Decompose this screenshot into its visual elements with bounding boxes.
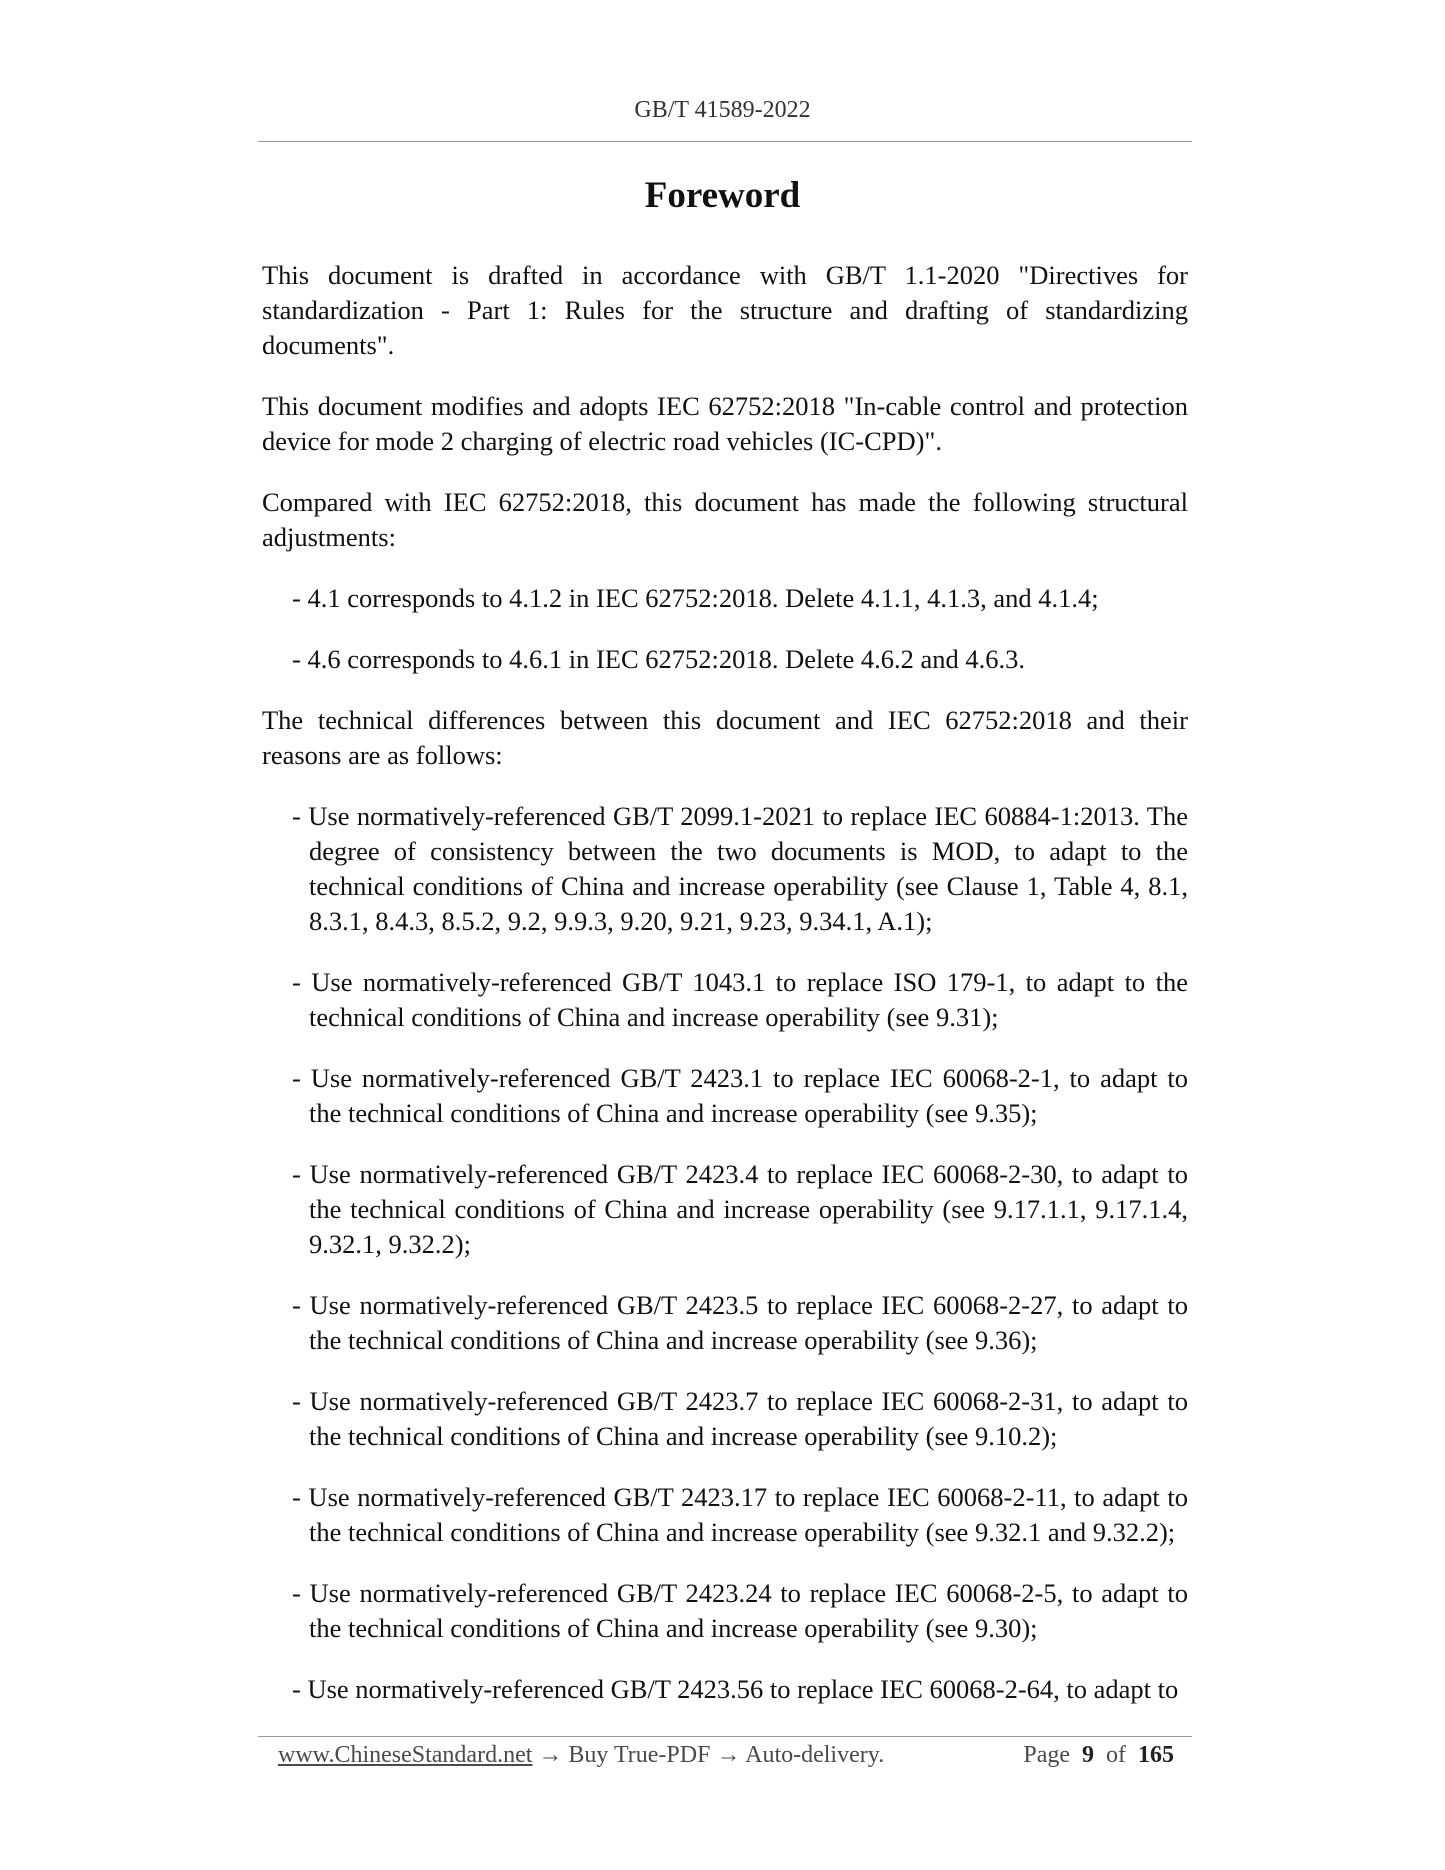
page-label: Page: [1023, 1742, 1070, 1768]
website-link[interactable]: www.ChineseStandard.net: [278, 1742, 533, 1768]
list-item: - Use normatively-referenced GB/T 2423.7 to replace IEC 60068-2-31, to adapt to the technical conditions of China and increase operability (see 9.10.2);: [292, 1386, 1188, 1451]
document-code: GB/T 41589-2022: [634, 97, 811, 123]
document-body: [262, 258, 1188, 1733]
page-total: 165: [1138, 1742, 1174, 1768]
page-indicator: [1023, 1740, 1174, 1770]
paragraph-technical-intro: The technical differences between this document and IEC 62752:2018 and their reasons are as follows:: [262, 705, 1188, 770]
list-item: - 4.1 corresponds to 4.1.2 in IEC 62752:2018. Delete 4.1.1, 4.1.3, and 4.1.4;: [292, 583, 1099, 613]
list-item: - Use normatively-referenced GB/T 2099.1-2021 to replace IEC 60884-1:2013. The degree of consistency between the two documents is MOD, to adapt to the technical conditions of China and increase operability (see Clause 1, Table 4, 8.1, 8.3.1, 8.4.3, 8.5.2, 9.2, 9.9.3, 9.20, 9.21, 9.23, 9.34.1, A.1);: [292, 801, 1188, 936]
footer-promo: [278, 1740, 884, 1770]
paragraph-adoption: This document modifies and adopts IEC 62752:2018 "In-cable control and protection device for mode 2 charging of electric road vehicles (IC-CPD)".: [262, 391, 1188, 456]
list-item: - Use normatively-referenced GB/T 2423.4 to replace IEC 60068-2-30, to adapt to the technical conditions of China and increase operability (see 9.17.1.1, 9.17.1.4, 9.32.1, 9.32.2);: [292, 1159, 1188, 1259]
list-item: - Use normatively-referenced GB/T 2423.56 to replace IEC 60068-2-64, to adapt to: [292, 1674, 1179, 1704]
paragraph-structural-intro: Compared with IEC 62752:2018, this document has made the following structural adjustments:: [262, 487, 1188, 552]
page-number: 9: [1082, 1742, 1094, 1768]
list-item: - 4.6 corresponds to 4.6.1 in IEC 62752:2018. Delete 4.6.2 and 4.6.3.: [292, 644, 1026, 674]
list-item: - Use normatively-referenced GB/T 2423.5 to replace IEC 60068-2-27, to adapt to the technical conditions of China and increase operability (see 9.36);: [292, 1290, 1188, 1355]
page-footer: [278, 1740, 1174, 1770]
footer-promo-text: → Buy True-PDF → Auto-delivery.: [532, 1742, 885, 1768]
of-label: of: [1106, 1742, 1126, 1768]
header-divider: [258, 141, 1192, 142]
list-item: - Use normatively-referenced GB/T 2423.17 to replace IEC 60068-2-11, to adapt to the technical conditions of China and increase operability (see 9.32.1 and 9.32.2);: [292, 1482, 1188, 1547]
paragraph-drafting-rules: This document is drafted in accordance with GB/T 1.1-2020 "Directives for standardization - Part 1: Rules for the structure and drafting of standardizing documents".: [262, 260, 1188, 360]
page-title: Foreword: [644, 175, 801, 216]
list-item: - Use normatively-referenced GB/T 1043.1 to replace ISO 179-1, to adapt to the technical conditions of China and increase operability (see 9.31);: [292, 967, 1188, 1032]
footer-divider: [258, 1736, 1192, 1737]
list-item: - Use normatively-referenced GB/T 2423.1 to replace IEC 60068-2-1, to adapt to the technical conditions of China and increase operability (see 9.35);: [292, 1063, 1188, 1128]
list-item: - Use normatively-referenced GB/T 2423.24 to replace IEC 60068-2-5, to adapt to the technical conditions of China and increase operability (see 9.30);: [292, 1578, 1188, 1643]
